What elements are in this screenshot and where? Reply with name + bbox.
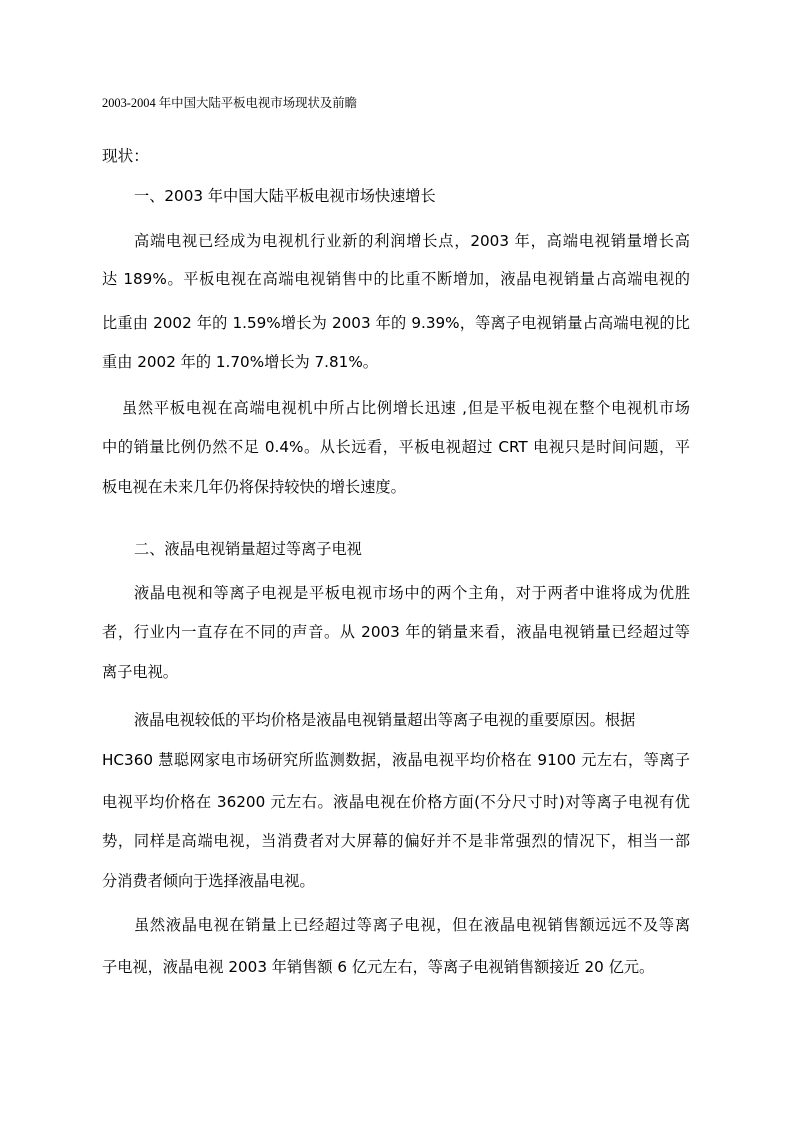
paragraph-line: 液晶电视和等离子电视是平板电视市场中的两个主角，对于两者中谁将成为优胜 [134, 584, 690, 602]
status-label: 现状： [102, 147, 149, 165]
paragraph-line: 虽然液晶电视在销量上已经超过等离子电视，但在液晶电视销售额远远不及等离 [134, 916, 690, 934]
paragraph-line: 板电视在未来几年仍将保持较快的增长速度。 [102, 478, 406, 496]
paragraph-line: 高端电视已经成为电视机行业新的利润增长点，2003 年，高端电视销量增长高 [134, 232, 690, 250]
paragraph-line: 者，行业内一直存在不同的声音。从 2003 年的销量来看，液晶电视销量已经超过等 [102, 623, 690, 641]
paragraph-line: 电视平均价格在 36200 元左右。液晶电视在价格方面(不分尺寸时)对等离子电视有优 [102, 793, 690, 811]
paragraph-line: 势，同样是高端电视，当消费者对大屏幕的偏好并不是非常强烈的情况下，相当一部 [102, 832, 690, 850]
paragraph-line: 离子电视。 [102, 663, 178, 681]
paragraph-line: 重由 2002 年的 1.70%增长为 7.81%。 [102, 353, 378, 371]
paragraph-line: 液晶电视较低的平均价格是液晶电视销量超出等离子电视的重要原因。根据 [134, 711, 636, 729]
paragraph-line: HC360 慧聪网家电市场研究所监测数据，液晶电视平均价格在 9100 元左右，等离子 [102, 751, 690, 769]
paragraph-line: 分消费者倾向于选择液晶电视。 [102, 872, 315, 890]
paragraph-line: 虽然平板电视在高端电视机中所占比例增长迅速 ,但是平板电视在整个电视机市场 [122, 399, 690, 417]
section-heading-2: 二、液晶电视销量超过等离子电视 [134, 540, 362, 558]
paragraph-line: 比重由 2002 年的 1.59%增长为 2003 年的 9.39%，等离子电视销量占高端电视的比 [102, 314, 690, 332]
paragraph-line: 中的销量比例仍然不足 0.4%。从长远看，平板电视超过 CRT 电视只是时间问题，平 [102, 438, 690, 456]
section-heading-1: 一、2003 年中国大陆平板电视市场快速增长 [134, 187, 436, 205]
paragraph-line: 子电视，液晶电视 2003 年销售额 6 亿元左右，等离子电视销售额接近 20 亿元。 [102, 958, 655, 976]
paragraph-line: 达 189%。平板电视在高端电视销售中的比重不断增加，液晶电视销量占高端电视的 [102, 270, 690, 288]
document-title: 2003-2004 年中国大陆平板电视市场现状及前瞻 [102, 96, 358, 110]
